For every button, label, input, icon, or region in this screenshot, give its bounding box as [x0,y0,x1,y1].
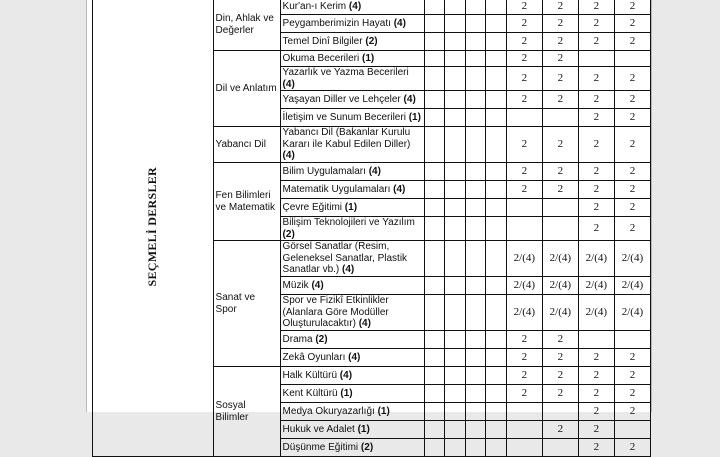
empty-grade-cell [465,109,485,127]
empty-grade-cell [486,385,506,403]
course-name: Kent Kültürü [282,387,338,399]
weekly-hours-cell: 2/(4) [614,277,650,295]
weekly-hours-cell [542,439,578,457]
course-hours: (2) [315,333,328,345]
subject-area-label: Sanat ve Spor [215,291,256,315]
empty-grade-cell [486,241,506,277]
empty-grade-cell [465,0,485,15]
course-cell [280,67,424,91]
course-hours: (4) [403,93,416,105]
empty-grade-cell [425,15,445,33]
weekly-hours-cell: 2/(4) [578,241,614,277]
weekly-hours-cell [578,331,614,349]
weekly-hours-cell: 2/(4) [578,277,614,295]
weekly-hours-cell: 2 [614,15,650,33]
course-cell [280,199,424,217]
empty-grade-cell [425,163,445,181]
course-hours: (1) [340,387,353,399]
weekly-hours-cell: 2 [542,91,578,109]
empty-grade-cell [465,421,485,439]
course-cell [280,0,424,15]
empty-grade-cell [425,421,445,439]
empty-grade-cell [425,217,445,241]
course-name: Bilişim Teknolojileri ve Yazılım [282,217,415,228]
subject-area-cell [213,367,280,457]
course-name: Yazarlık ve Yazma Becerileri [282,67,409,78]
weekly-hours-cell: 2 [506,33,542,51]
empty-grade-cell [486,367,506,385]
weekly-hours-cell: 2 [506,367,542,385]
course-hours: (4) [358,318,371,330]
weekly-hours-cell: 2/(4) [506,277,542,295]
empty-grade-cell [465,91,485,109]
empty-grade-cell [445,421,465,439]
empty-grade-cell [445,349,465,367]
empty-grade-cell [445,91,465,109]
subject-area-cell [213,241,280,367]
course-cell [280,277,424,295]
course-cell [280,15,424,33]
weekly-hours-cell: 2 [614,439,650,457]
empty-grade-cell [425,199,445,217]
course-cell [280,331,424,349]
course-cell [280,349,424,367]
weekly-hours-cell: 2 [506,15,542,33]
weekly-hours-cell: 2 [506,163,542,181]
weekly-hours-cell: 2 [542,421,578,439]
course-hours: (4) [282,78,295,90]
empty-grade-cell [425,241,445,277]
course-hours: (1) [408,111,421,123]
weekly-hours-cell [506,109,542,127]
course-cell [280,217,424,241]
weekly-hours-cell [542,199,578,217]
weekly-hours-cell: 2 [542,331,578,349]
empty-grade-cell [465,51,485,67]
weekly-hours-cell: 2 [614,109,650,127]
course-name: Çevre Eğitimi [282,201,343,213]
empty-grade-cell [486,295,506,331]
empty-grade-cell [486,421,506,439]
weekly-hours-cell: 2/(4) [506,295,542,331]
weekly-hours-cell: 2 [614,33,650,51]
weekly-hours-cell [506,217,542,241]
empty-grade-cell [465,33,485,51]
weekly-hours-cell: 2 [614,181,650,199]
course-cell [280,163,424,181]
subject-area-cell [213,127,280,163]
weekly-hours-cell: 2 [614,403,650,421]
weekly-hours-cell [506,403,542,421]
weekly-hours-cell: 2/(4) [614,241,650,277]
weekly-hours-cell: 2 [614,217,650,241]
weekly-hours-cell: 2 [578,91,614,109]
weekly-hours-cell: 2 [542,67,578,91]
course-hours: (4) [282,150,295,162]
empty-grade-cell [425,367,445,385]
course-cell [280,403,424,421]
weekly-hours-cell: 2 [614,163,650,181]
document-page [86,0,652,453]
subject-area-label: Din, Ahlak ve Değerler [215,12,274,36]
course-name: Medya Okuryazarlığı [282,405,375,417]
course-hours: (1) [344,201,358,213]
weekly-hours-cell: 2 [614,91,650,109]
course-name: Yabancı Dil (Bakanlar Kurulu Kararı ile Kabul Edilen Diller) [282,127,411,150]
weekly-hours-cell [506,421,542,439]
empty-grade-cell [486,403,506,421]
empty-grade-cell [445,403,465,421]
course-cell [280,91,424,109]
course-name: Temel Dinî Bilgiler [282,35,363,47]
course-hours: (4) [348,351,361,363]
subject-area-cell [213,51,280,127]
empty-grade-cell [465,385,485,403]
empty-grade-cell [445,295,465,331]
empty-grade-cell [486,109,506,127]
course-cell [280,295,424,331]
empty-grade-cell [465,15,485,33]
course-hours: (4) [348,0,362,12]
weekly-hours-cell: 2/(4) [542,295,578,331]
course-name: Görsel Sanatlar (Resim, Geleneksel Sanatlar, Plastik Sanatlar vb.) [282,241,408,276]
weekly-hours-cell: 2 [542,385,578,403]
course-name: Yaşayan Diller ve Lehçeler [282,93,401,105]
weekly-hours-cell: 2 [506,181,542,199]
weekly-hours-cell: 2 [614,367,650,385]
weekly-hours-cell: 2 [578,15,614,33]
empty-grade-cell [425,33,445,51]
empty-grade-cell [465,439,485,457]
course-hours: (1) [362,52,375,64]
empty-grade-cell [486,0,506,15]
weekly-hours-cell: 2 [542,349,578,367]
empty-grade-cell [486,349,506,367]
course-hours: (4) [393,17,406,29]
course-name: Okuma Becerileri [282,52,360,64]
empty-grade-cell [486,217,506,241]
course-name: Zekâ Oyunları [282,351,346,363]
course-cell [280,439,424,457]
course-hours: (4) [311,279,324,291]
course-cell [280,109,424,127]
empty-grade-cell [445,277,465,295]
weekly-hours-cell: 2 [506,349,542,367]
weekly-hours-cell: 2 [578,439,614,457]
course-cell [280,385,424,403]
empty-grade-cell [425,67,445,91]
course-cell [280,181,424,199]
weekly-hours-cell [542,217,578,241]
subject-area-cell [213,163,280,241]
course-cell [280,127,424,163]
section-label-cell [93,0,214,457]
weekly-hours-cell: 2 [578,217,614,241]
weekly-hours-cell: 2 [542,181,578,199]
course-name: Drama [282,333,313,345]
empty-grade-cell [465,163,485,181]
weekly-hours-cell: 2 [506,67,542,91]
course-hours: (2) [282,228,295,240]
weekly-hours-cell [614,421,650,439]
weekly-hours-cell: 2 [578,163,614,181]
empty-grade-cell [465,367,485,385]
empty-grade-cell [445,67,465,91]
course-name: Müzik [282,279,309,291]
empty-grade-cell [486,51,506,67]
weekly-hours-cell: 2 [542,367,578,385]
empty-grade-cell [425,127,445,163]
empty-grade-cell [486,331,506,349]
weekly-hours-cell [614,51,650,67]
course-name: Spor ve Fizikî Etkinlikler (Alanlara Göre Modüller Oluşturulacaktır) [282,295,389,330]
subject-area-label: Fen Bilimleri ve Matematik [215,189,275,213]
weekly-hours-cell [578,51,614,67]
weekly-hours-cell: 2 [506,127,542,163]
weekly-hours-cell: 2 [578,199,614,217]
elective-courses-table [92,0,651,457]
empty-grade-cell [425,277,445,295]
empty-grade-cell [486,181,506,199]
course-hours: (2) [365,35,378,47]
course-hours: (1) [377,405,390,417]
weekly-hours-cell: 2 [542,15,578,33]
weekly-hours-cell [542,109,578,127]
empty-grade-cell [465,181,485,199]
empty-grade-cell [465,67,485,91]
weekly-hours-cell: 2 [614,67,650,91]
empty-grade-cell [486,15,506,33]
weekly-hours-cell: 2 [578,67,614,91]
subject-area-label: Dil ve Anlatım [215,82,277,94]
weekly-hours-cell: 2 [578,33,614,51]
weekly-hours-cell: 2/(4) [542,241,578,277]
course-name: Bilim Uygulamaları [282,165,366,177]
empty-grade-cell [445,439,465,457]
empty-grade-cell [445,33,465,51]
weekly-hours-cell [614,331,650,349]
empty-grade-cell [486,199,506,217]
subject-area-cell [213,0,280,51]
weekly-hours-cell: 2 [614,127,650,163]
empty-grade-cell [425,181,445,199]
weekly-hours-cell: 2 [542,33,578,51]
weekly-hours-cell: 2 [542,127,578,163]
empty-grade-cell [445,51,465,67]
table-row [93,0,651,15]
weekly-hours-cell: 2 [542,0,578,15]
course-name: Halk Kültürü [282,369,338,381]
empty-grade-cell [445,385,465,403]
weekly-hours-cell [506,439,542,457]
empty-grade-cell [465,241,485,277]
weekly-hours-cell: 2 [578,109,614,127]
empty-grade-cell [445,0,465,15]
weekly-hours-cell: 2/(4) [578,295,614,331]
course-cell [280,33,424,51]
course-name: Düşünme Eğitimi [282,441,359,453]
empty-grade-cell [425,0,445,15]
weekly-hours-cell: 2 [578,403,614,421]
course-name: Kur'an-ı Kerim [282,0,347,12]
empty-grade-cell [486,439,506,457]
empty-grade-cell [425,109,445,127]
empty-grade-cell [445,241,465,277]
weekly-hours-cell: 2 [506,0,542,15]
empty-grade-cell [486,33,506,51]
course-name: Peygamberimizin Hayatı [282,17,391,29]
empty-grade-cell [425,403,445,421]
empty-grade-cell [425,349,445,367]
course-name: Hukuk ve Adalet [282,423,355,435]
course-cell [280,421,424,439]
course-hours: (4) [342,264,355,276]
course-hours: (4) [368,165,381,177]
subject-area-label: Sosyal Bilimler [215,399,249,423]
weekly-hours-cell: 2 [506,91,542,109]
course-cell [280,241,424,277]
weekly-hours-cell: 2 [614,385,650,403]
empty-grade-cell [445,217,465,241]
empty-grade-cell [486,127,506,163]
course-cell [280,51,424,67]
empty-grade-cell [465,403,485,421]
weekly-hours-cell: 2 [578,127,614,163]
weekly-hours-cell: 2 [506,331,542,349]
empty-grade-cell [465,277,485,295]
weekly-hours-cell: 2/(4) [542,277,578,295]
empty-grade-cell [486,67,506,91]
weekly-hours-cell: 2 [578,349,614,367]
empty-grade-cell [445,367,465,385]
course-cell [280,367,424,385]
weekly-hours-cell: 2/(4) [614,295,650,331]
weekly-hours-cell: 2 [578,367,614,385]
weekly-hours-cell: 2 [578,421,614,439]
empty-grade-cell [425,51,445,67]
weekly-hours-cell [506,199,542,217]
empty-grade-cell [445,127,465,163]
empty-grade-cell [465,127,485,163]
weekly-hours-cell: 2 [578,0,614,15]
weekly-hours-cell: 2 [506,51,542,67]
empty-grade-cell [445,181,465,199]
course-name: Matematik Uygulamaları [282,183,391,195]
course-hours: (4) [339,369,353,381]
weekly-hours-cell: 2 [614,349,650,367]
empty-grade-cell [465,349,485,367]
empty-grade-cell [486,163,506,181]
course-hours: (2) [360,441,374,453]
empty-grade-cell [445,109,465,127]
weekly-hours-cell: 2 [578,385,614,403]
weekly-hours-cell: 2 [614,199,650,217]
empty-grade-cell [486,91,506,109]
section-label: SEÇMELİ DERSLER [145,167,160,287]
weekly-hours-cell: 2 [614,0,650,15]
course-name: İletişim ve Sunum Becerileri [282,111,406,123]
empty-grade-cell [425,295,445,331]
empty-grade-cell [445,15,465,33]
empty-grade-cell [445,331,465,349]
empty-grade-cell [465,199,485,217]
empty-grade-cell [425,331,445,349]
empty-grade-cell [465,295,485,331]
subject-area-label: Yabancı Dil [215,138,266,150]
empty-grade-cell [425,91,445,109]
course-hours: (4) [393,183,406,195]
empty-grade-cell [486,277,506,295]
weekly-hours-cell: 2 [542,51,578,67]
course-hours: (1) [357,423,370,435]
empty-grade-cell [465,217,485,241]
weekly-hours-cell: 2/(4) [506,241,542,277]
empty-grade-cell [425,385,445,403]
weekly-hours-cell: 2 [542,163,578,181]
weekly-hours-cell [542,403,578,421]
weekly-hours-cell: 2 [578,181,614,199]
empty-grade-cell [465,331,485,349]
weekly-hours-cell: 2 [506,385,542,403]
empty-grade-cell [445,163,465,181]
empty-grade-cell [425,439,445,457]
empty-grade-cell [445,199,465,217]
